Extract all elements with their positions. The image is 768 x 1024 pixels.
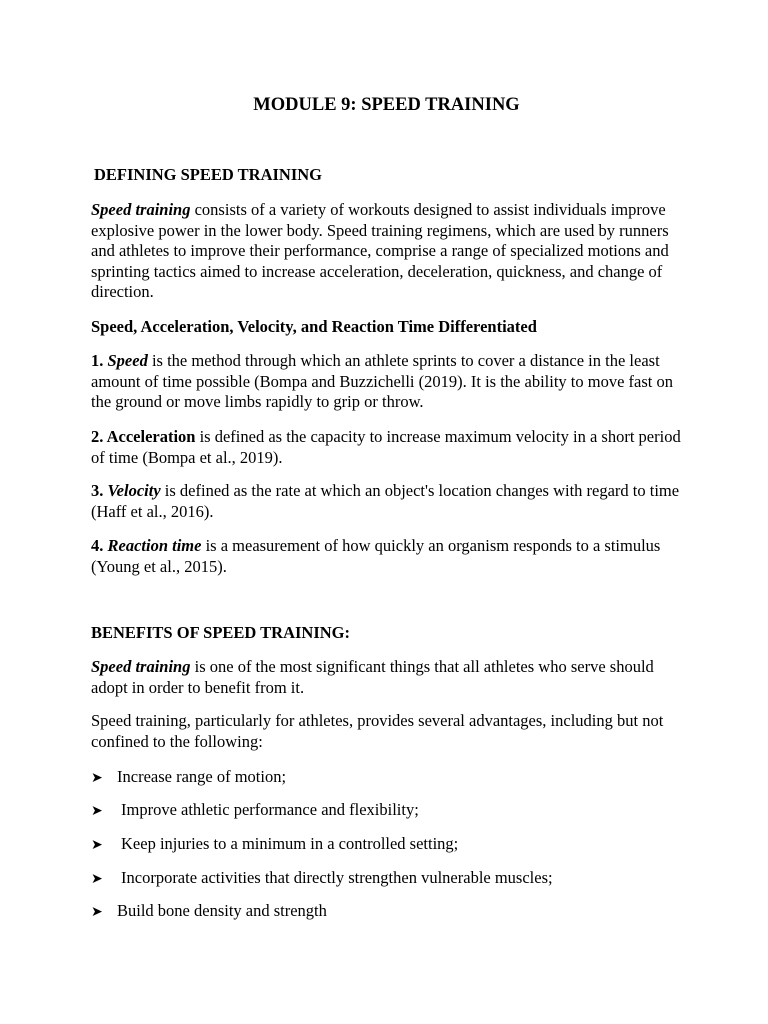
benefits-intro-paragraph (91, 657, 683, 698)
list-item-text: Keep injuries to a minimum in a controlled setting; (121, 834, 459, 853)
definition-number: 1. (91, 351, 108, 370)
section-heading-differentiated: Speed, Acceleration, Velocity, and Reaction Time Differentiated (91, 317, 537, 336)
definition-text: is defined as the capacity to increase maximum velocity in a short period of time (Bompa et al., 2019). (91, 427, 681, 467)
section-heading-defining: DEFINING SPEED TRAINING (94, 165, 322, 184)
arrowhead-bullet-icon: ➤ (91, 871, 103, 887)
definition-item (91, 536, 683, 577)
page-title: MODULE 9: SPEED TRAINING (253, 95, 520, 115)
definition-text: is the method through which an athlete sprints to cover a distance in the least amount of time possible (Bompa and Buzzichelli (2019). It is the ability to move fast on the ground or move limbs rapidly to grip or throw. (91, 351, 673, 411)
benefits-intro-text: is one of the most significant things that all athletes who serve should adopt in order to benefit from it. (91, 657, 654, 697)
benefits-intro-term: Speed training (91, 657, 191, 676)
definition-number: 2. (91, 427, 107, 446)
list-item (91, 800, 419, 822)
definition-number: 4. (91, 536, 108, 555)
intro-term: Speed training (91, 200, 191, 219)
definition-item (91, 481, 683, 522)
list-item (91, 767, 286, 789)
arrowhead-bullet-icon: ➤ (91, 803, 103, 819)
benefits-lead-paragraph: Speed training, particularly for athletes, provides several advantages, including but not confined to the following: (91, 711, 664, 751)
list-item-text: Incorporate activities that directly strengthen vulnerable muscles; (121, 868, 553, 887)
definition-text: is a measurement of how quickly an organism responds to a stimulus (Young et al., 2015). (91, 536, 661, 576)
definition-term: Speed (107, 351, 148, 370)
list-item (91, 901, 327, 923)
list-item-text: Improve athletic performance and flexibility; (121, 800, 419, 819)
arrowhead-bullet-icon: ➤ (91, 770, 103, 786)
arrowhead-bullet-icon: ➤ (91, 904, 103, 920)
definition-term: Velocity (107, 481, 161, 500)
definition-term: Reaction time (107, 536, 202, 555)
definition-item (91, 427, 683, 468)
list-item-text: Increase range of motion; (117, 767, 287, 786)
definition-term: Acceleration (106, 427, 196, 446)
definition-number: 3. (91, 481, 108, 500)
definition-text: is defined as the rate at which an object's location changes with regard to time (Haff et al., 2016). (91, 481, 680, 521)
list-item (91, 834, 458, 856)
intro-text: consists of a variety of workouts designed to assist individuals improve explosive power in the lower body. Speed training regimens, which are used by runners and athletes to improve their performance, comprise a range of specialized motions and sprinting tactics aimed to increase acceleration, deceleration, quickness, and change of direction. (91, 200, 669, 301)
arrowhead-bullet-icon: ➤ (91, 837, 103, 853)
list-item-text: Build bone density and strength (117, 901, 327, 920)
list-item (91, 868, 553, 890)
definition-item (91, 351, 683, 413)
intro-paragraph (91, 200, 683, 303)
section-heading-benefits: BENEFITS OF SPEED TRAINING: (91, 623, 351, 642)
